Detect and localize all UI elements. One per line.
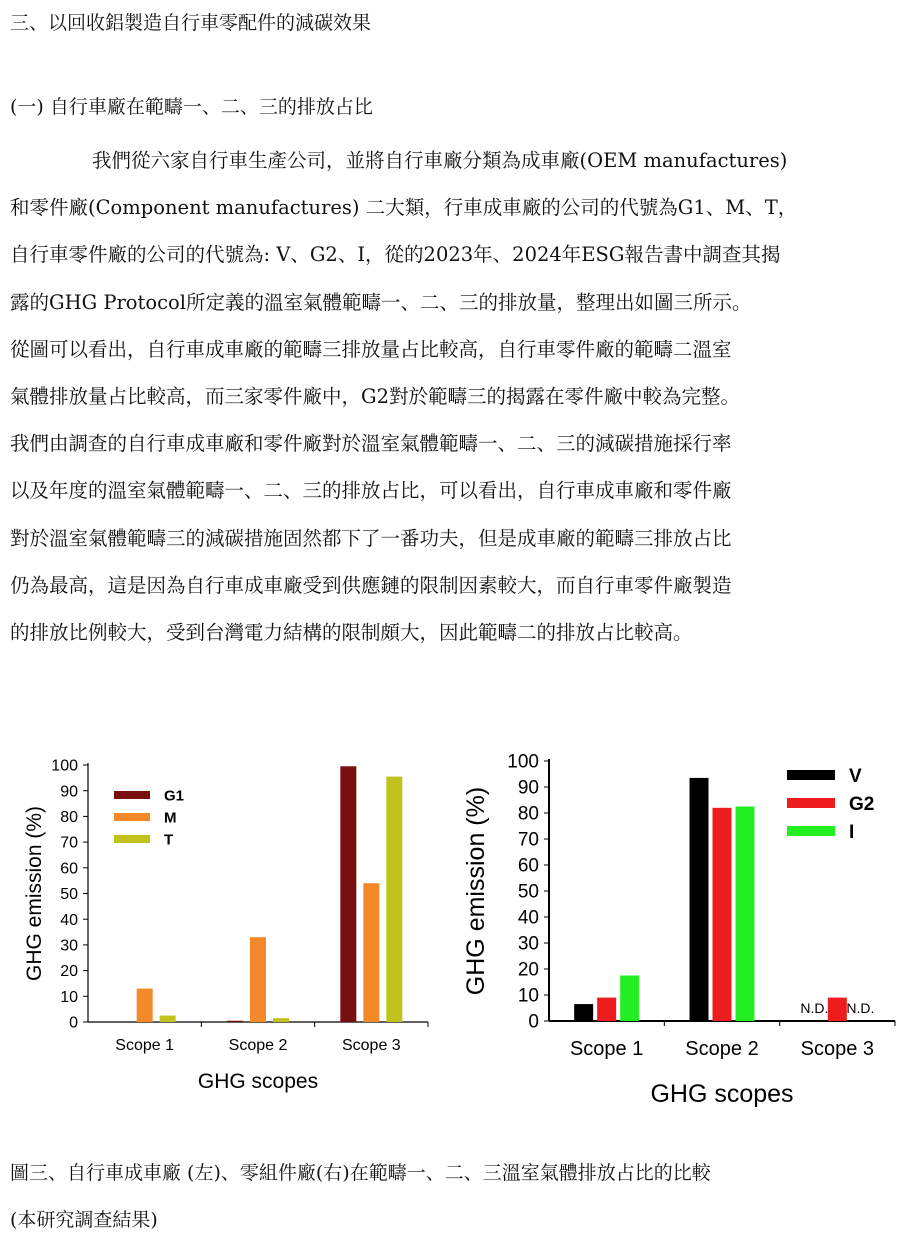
left-bar-m-3 (363, 883, 379, 1022)
right-y-tick-label: 60 (517, 855, 539, 877)
left-legend-swatch (114, 791, 150, 799)
paragraph-line: 的排放比例較大，受到台灣電力結構的限制頗大，因此範疇二的排放占比較高。 (10, 620, 693, 644)
paragraph-line: 露的GHG Protocol所定義的溫室氣體範疇一、二、三的排放量，整理出如圖三所示。 (10, 290, 752, 314)
left-bar-m-1 (137, 989, 153, 1022)
right-bar-g2-1 (597, 998, 616, 1021)
left-y-tick-label: 50 (60, 886, 78, 904)
right-legend-swatch (787, 770, 835, 780)
right-y-tick-label: 50 (517, 881, 539, 903)
left-y-tick-label: 90 (60, 783, 78, 801)
paragraph-line: 氣體排放量占比較高，而三家零件廠中，G2對於範疇三的揭露在零件廠中較為完整。 (10, 384, 740, 408)
right-category-label: Scope 3 (800, 1038, 875, 1060)
left-y-tick-label: 10 (60, 988, 78, 1006)
left-category-label: Scope 2 (228, 1037, 288, 1054)
left-bar-g1-3 (340, 766, 356, 1022)
right-y-axis-title: GHG emission (%) (462, 786, 490, 996)
left-legend-swatch (114, 813, 150, 821)
left-x-axis-title: GHG scopes (197, 1070, 319, 1093)
body-paragraph (10, 145, 913, 664)
left-y-tick-label: 30 (60, 937, 78, 955)
right-legend-label: V (849, 765, 862, 787)
right-legend-swatch (787, 826, 835, 836)
left-y-tick-label: 20 (60, 963, 78, 981)
chart-right-svg (447, 725, 917, 1125)
left-legend-label: G1 (164, 787, 185, 805)
paragraph-line: 從圖可以看出，自行車成車廠的範疇三排放量占比較高，自行車零件廠的範疇二溫室 (10, 337, 732, 361)
right-bar-i-2 (736, 807, 755, 1022)
right-legend-label: I (849, 821, 855, 843)
right-y-tick-label: 20 (517, 959, 539, 981)
right-category-label: Scope 1 (569, 1038, 644, 1060)
figure-caption (10, 1150, 711, 1244)
right-bar-v-2 (690, 778, 709, 1021)
right-y-tick-label: 80 (517, 803, 539, 825)
left-bar-t-3 (386, 777, 402, 1022)
right-y-tick-label: 10 (517, 985, 539, 1007)
paragraph-line: 仍為最高，這是因為自行車成車廠受到供應鏈的限制因素較大，而自行車零件廠製造 (10, 573, 732, 597)
left-category-label: Scope 1 (115, 1037, 175, 1054)
left-bar-g1-2 (227, 1021, 243, 1022)
paragraph-line: 自行車零件廠的公司的代號為: V、G2、I，從的2023年、2024年ESG報告書中調查其揭 (10, 243, 781, 267)
chart-left-svg (8, 725, 440, 1125)
right-legend-label: G2 (849, 793, 875, 815)
left-bar-t-1 (160, 1016, 176, 1022)
chart-left-oem (8, 725, 440, 1125)
right-y-tick-label: 0 (528, 1011, 539, 1033)
subsection-heading: (一) 自行車廠在範疇一、二、三的排放占比 (10, 96, 373, 118)
right-nd-label: N.D. (846, 1000, 875, 1016)
left-legend-label: M (164, 809, 177, 827)
left-y-tick-label: 80 (60, 809, 78, 826)
section-heading: 三、以回收鋁製造自行車零配件的減碳效果 (10, 12, 372, 34)
left-y-tick-label: 0 (69, 1014, 78, 1032)
right-bar-g2-3 (828, 998, 847, 1021)
right-x-axis-title: GHG scopes (650, 1080, 794, 1108)
chart-right-component (447, 725, 917, 1125)
right-bar-g2-2 (713, 808, 732, 1021)
right-nd-label: N.D. (800, 1000, 829, 1016)
right-bar-v-1 (574, 1004, 593, 1021)
left-y-tick-label: 40 (60, 911, 78, 929)
paragraph-line: 以及年度的溫室氣體範疇一、二、三的排放占比，可以看出，自行車成車廠和零件廠 (10, 479, 732, 503)
paragraph-line: 對於溫室氣體範疇三的減碳措施固然都下了一番功夫，但是成車廠的範疇三排放占比 (10, 526, 732, 550)
left-y-tick-label: 100 (51, 757, 78, 775)
caption-line: 圖三、自行車成車廠 (左)、零組件廠(右)在範疇一、二、三溫室氣體排放占比的比較 (10, 1162, 711, 1184)
right-category-label: Scope 2 (685, 1038, 759, 1060)
left-y-tick-label: 70 (60, 834, 78, 852)
right-y-tick-label: 40 (517, 907, 539, 929)
left-y-axis-title: GHG emission (%) (23, 805, 46, 982)
right-legend-swatch (787, 798, 835, 808)
right-y-tick-label: 100 (507, 751, 539, 773)
left-y-tick-label: 60 (60, 860, 78, 878)
left-bar-t-2 (273, 1018, 289, 1022)
left-legend-label: T (164, 831, 174, 849)
left-legend-swatch (114, 835, 150, 843)
left-category-label: Scope 3 (341, 1037, 401, 1054)
paragraph-line: 我們從六家自行車生產公司，並將自行車廠分類為成車廠(OEM manufactures) (92, 149, 788, 172)
paragraph-line: 和零件廠(Component manufactures) 二大類，行車成車廠的公司的代號為G1、M、T， (10, 196, 798, 220)
right-y-tick-label: 70 (517, 829, 539, 851)
right-y-tick-label: 30 (517, 933, 539, 955)
right-bar-i-1 (620, 976, 639, 1022)
caption-line: (本研究調查結果) (10, 1209, 158, 1231)
right-y-tick-label: 90 (517, 777, 539, 799)
paragraph-line: 我們由調查的自行車成車廠和零件廠對於溫室氣體範疇一、二、三的減碳措施採行率 (10, 432, 732, 456)
left-bar-m-2 (250, 937, 266, 1022)
